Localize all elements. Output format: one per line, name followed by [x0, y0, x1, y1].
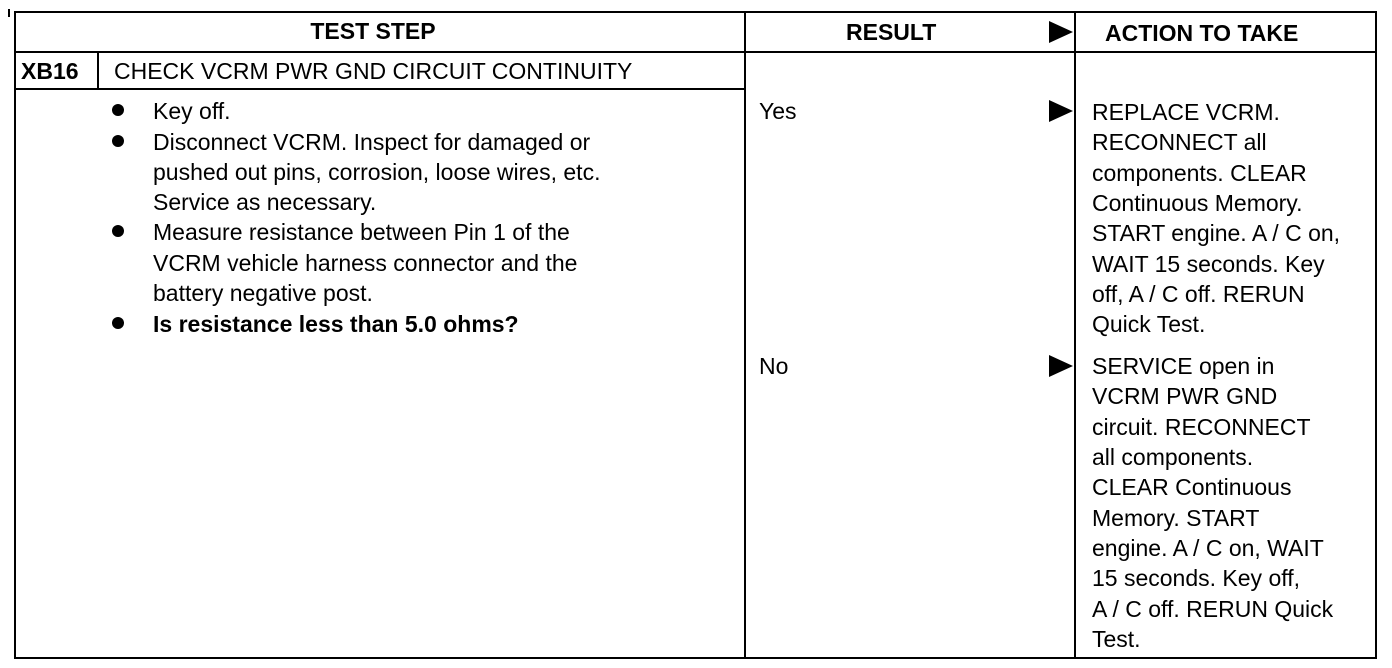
header-test-step: TEST STEP: [310, 18, 436, 44]
action-line: RECONNECT all: [1092, 129, 1267, 155]
bullet-icon: [112, 225, 124, 237]
table-top-border: [14, 11, 1377, 13]
step-code: XB16: [21, 58, 79, 84]
bullet-question: Is resistance less than 5.0 ohms?: [153, 311, 519, 337]
action-line: circuit. RECONNECT: [1092, 414, 1311, 440]
action-line: A / C off. RERUN Quick: [1092, 596, 1334, 622]
action-line: 15 seconds. Key off,: [1092, 565, 1300, 591]
result-arrow-icon: [1049, 355, 1073, 377]
action-line: REPLACE VCRM.: [1092, 99, 1280, 125]
bullet-text: VCRM vehicle harness connector and the: [153, 250, 578, 276]
table-right-border: [1375, 11, 1377, 659]
action-line: WAIT 15 seconds. Key: [1092, 251, 1325, 277]
action-line: SERVICE open in: [1092, 353, 1275, 379]
action-line: START engine. A / C on,: [1092, 220, 1341, 246]
header-bottom-border: [14, 51, 1377, 53]
step-title: CHECK VCRM PWR GND CIRCUIT CONTINUITY: [114, 58, 633, 84]
bullet-icon: [112, 317, 124, 329]
bullet-text: battery negative post.: [153, 280, 373, 306]
step-code-divider: [97, 51, 99, 90]
divider-result-action: [1074, 11, 1076, 659]
bullet-text: Key off.: [153, 98, 231, 124]
action-line: Continuous Memory.: [1092, 190, 1303, 216]
action-line: off, A / C off. RERUN: [1092, 281, 1305, 307]
result-no: No: [759, 353, 789, 379]
bullet-icon: [112, 135, 124, 147]
bullet-text: Disconnect VCRM. Inspect for damaged or: [153, 129, 591, 155]
bullet-icon: [112, 104, 124, 116]
action-line: VCRM PWR GND: [1092, 383, 1278, 409]
action-line: Memory. START: [1092, 505, 1260, 531]
table-left-border: [14, 11, 16, 659]
action-line: all components.: [1092, 444, 1254, 470]
action-line: engine. A / C on, WAIT: [1092, 535, 1324, 561]
header-action: ACTION TO TAKE: [1105, 20, 1299, 46]
result-arrow-icon: [1049, 100, 1073, 122]
result-yes: Yes: [759, 98, 797, 124]
bullet-text: Measure resistance between Pin 1 of the: [153, 219, 570, 245]
header-arrow-icon: [1049, 21, 1073, 43]
action-line: components. CLEAR: [1092, 160, 1307, 186]
step-title-bottom-border: [14, 88, 746, 90]
bullet-text: Service as necessary.: [153, 189, 377, 215]
divider-step-result: [744, 11, 746, 659]
header-result: RESULT: [846, 19, 937, 45]
bullet-text: pushed out pins, corrosion, loose wires, etc.: [153, 159, 601, 185]
action-line: Quick Test.: [1092, 311, 1206, 337]
action-line: CLEAR Continuous: [1092, 474, 1292, 500]
table-bottom-border: [14, 657, 1377, 659]
action-line: Test.: [1092, 626, 1141, 652]
